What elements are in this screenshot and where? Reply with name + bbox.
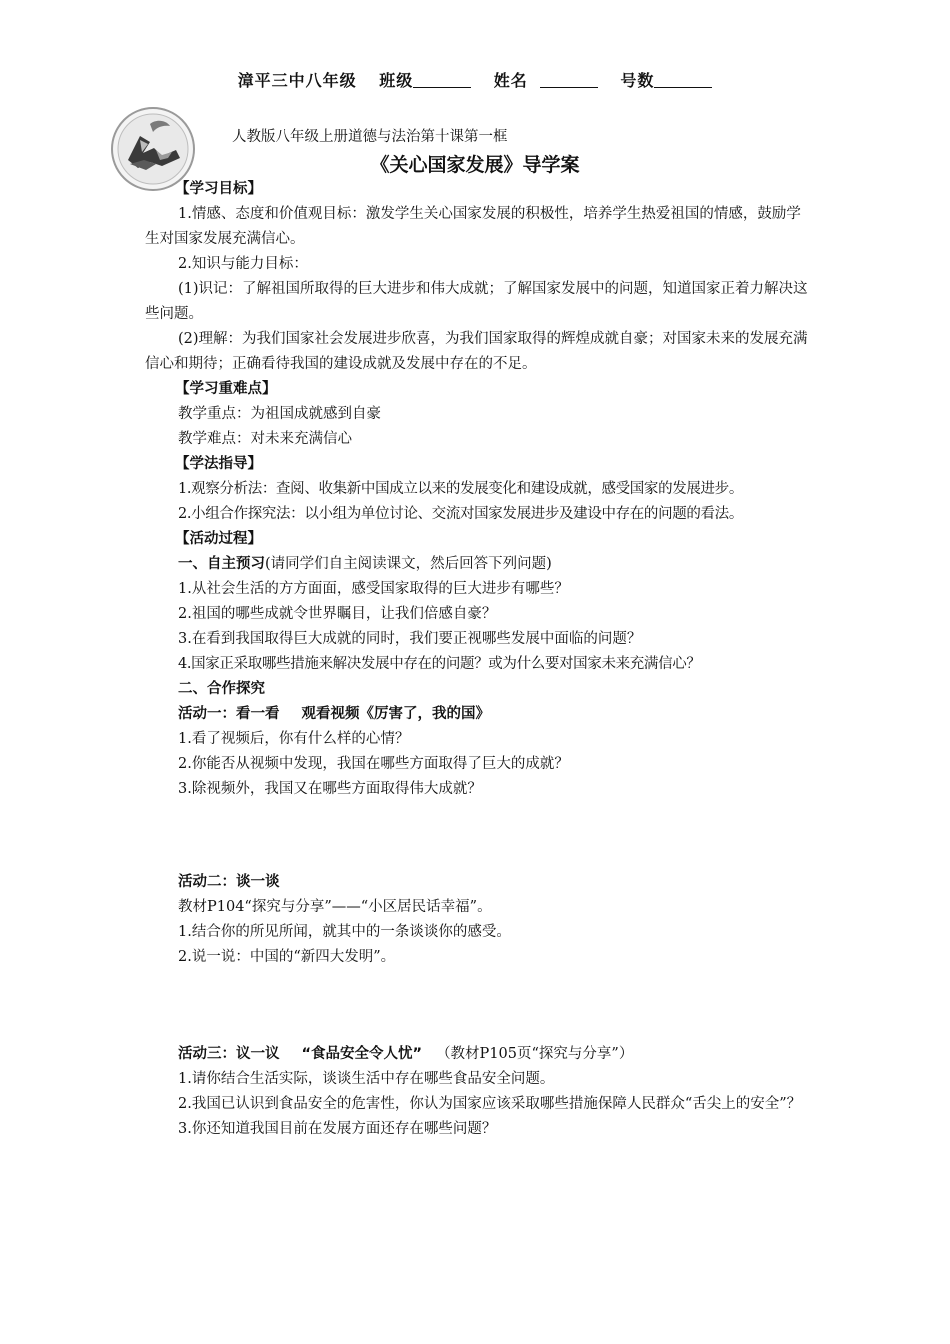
activity-2-heading: 活动二：谈一谈: [178, 874, 280, 890]
activity-3-heading: 活动三：议一议: [178, 1046, 280, 1062]
objective-2a: (1)识记：了解祖国所取得的巨大进步和伟大成就；了解国家发展中的问题，知道国家正着力解决这些问题。: [145, 281, 808, 322]
teaching-difficulty: 教学难点：对未来充满信心: [178, 431, 352, 447]
objective-2b: (2)理解：为我们国家社会发展进步欣喜，为我们国家取得的辉煌成就自豪；对国家未来的发展充满信心和期待；正确看待我国的建设成就及发展中存在的不足。: [145, 331, 808, 372]
page-title: 《关心国家发展》导学案: [370, 154, 580, 176]
number-label: 号数: [620, 71, 655, 90]
activity-3-question-1: 1.请你结合生活实际，谈谈生活中存在哪些食品安全问题。: [178, 1071, 555, 1087]
name-label: 姓名: [493, 71, 528, 90]
answer-space-2[interactable]: [145, 970, 815, 1042]
process-heading: 【活动过程】: [175, 531, 262, 547]
class-blank[interactable]: [413, 87, 471, 88]
school-label: 漳平三中八年级: [237, 71, 357, 90]
activity-1-heading: 活动一：看一看: [178, 706, 280, 722]
class-field: [379, 71, 471, 90]
name-blank[interactable]: [540, 87, 598, 88]
inquiry-heading: 二、合作探究: [178, 681, 265, 697]
activity-2-question-1: 1.结合你的所见所闻，就其中的一条谈谈你的感受。: [178, 924, 511, 940]
class-label: 班级: [379, 71, 414, 90]
activity-3-ref: （教材P105页“探究与分享”）: [436, 1046, 634, 1062]
activity-1-task: 观看视频《厉害了，我的国》: [301, 706, 490, 722]
activity-1-question-3: 3.除视频外，我国又在哪些方面取得伟大成就？: [178, 781, 482, 797]
teaching-focus: 教学重点：为祖国成就感到自豪: [178, 406, 381, 422]
key-points-heading: 【学习重难点】: [175, 381, 277, 397]
header-line: [0, 68, 950, 91]
objective-2: 2.知识与能力目标：: [178, 256, 308, 272]
preview-section: [145, 552, 815, 577]
method-2: 2.小组合作探究法：以小组为单位讨论、交流对国家发展进步及建设中存在的问题的看法。: [178, 506, 743, 522]
objective-1: 1.情感、态度和价值观目标：激发学生关心国家发展的积极性，培养学生热爱祖国的情感，鼓励学生对国家发展充满信心。: [145, 206, 801, 247]
activity-2-question-2: 2.说一说：中国的“新四大发明”。: [178, 949, 396, 965]
objectives-heading: 【学习目标】: [175, 181, 262, 197]
activity-1-question-2: 2.你能否从视频中发现，我国在哪些方面取得了巨大的成就？: [178, 756, 569, 772]
preview-heading: 一、自主预习: [178, 556, 265, 572]
number-field: [620, 71, 712, 90]
methods-heading: 【学法指导】: [175, 456, 262, 472]
activity-1-question-1: 1.看了视频后，你有什么样的心情？: [178, 731, 410, 747]
preview-question-1: 1.从社会生活的方方面面，感受国家取得的巨大进步有哪些？: [178, 581, 569, 597]
preview-question-3: 3.在看到我国取得巨大成就的同时，我们要正视哪些发展中面临的问题？: [178, 631, 642, 647]
answer-space-1[interactable]: [145, 802, 815, 870]
preview-question-2: 2.祖国的哪些成就令世界瞩目，让我们倍感自豪？: [178, 606, 497, 622]
name-field: [494, 71, 598, 90]
activity-2-ref: 教材P104“探究与分享”——“小区居民话幸福”。: [178, 899, 492, 915]
preview-question-4: 4.国家正采取哪些措施来解决发展中存在的问题？或为什么要对国家未来充满信心？: [178, 656, 701, 672]
activity-3-title: [145, 1042, 815, 1067]
activity-3-question-2: 2.我国已认识到食品安全的危害性，你认为国家应该采取哪些措施保障人民群众“舌尖上的安全”？: [178, 1096, 802, 1112]
number-blank[interactable]: [654, 87, 712, 88]
worksheet-content: [145, 177, 815, 1142]
activity-3-question-3: 3.你还知道我国目前在发展方面还存在哪些问题？: [178, 1121, 497, 1137]
subtitle: 人教版八年级上册道德与法治第十课第一框: [232, 129, 508, 145]
activity-1-title: [145, 702, 815, 727]
activity-3-topic: “食品安全令人忧”: [301, 1046, 423, 1062]
method-1: 1.观察分析法：查阅、收集新中国成立以来的发展变化和建设成就，感受国家的发展进步。: [178, 481, 743, 497]
preview-note: (请同学们自主阅读课文，然后回答下列问题): [265, 556, 552, 572]
